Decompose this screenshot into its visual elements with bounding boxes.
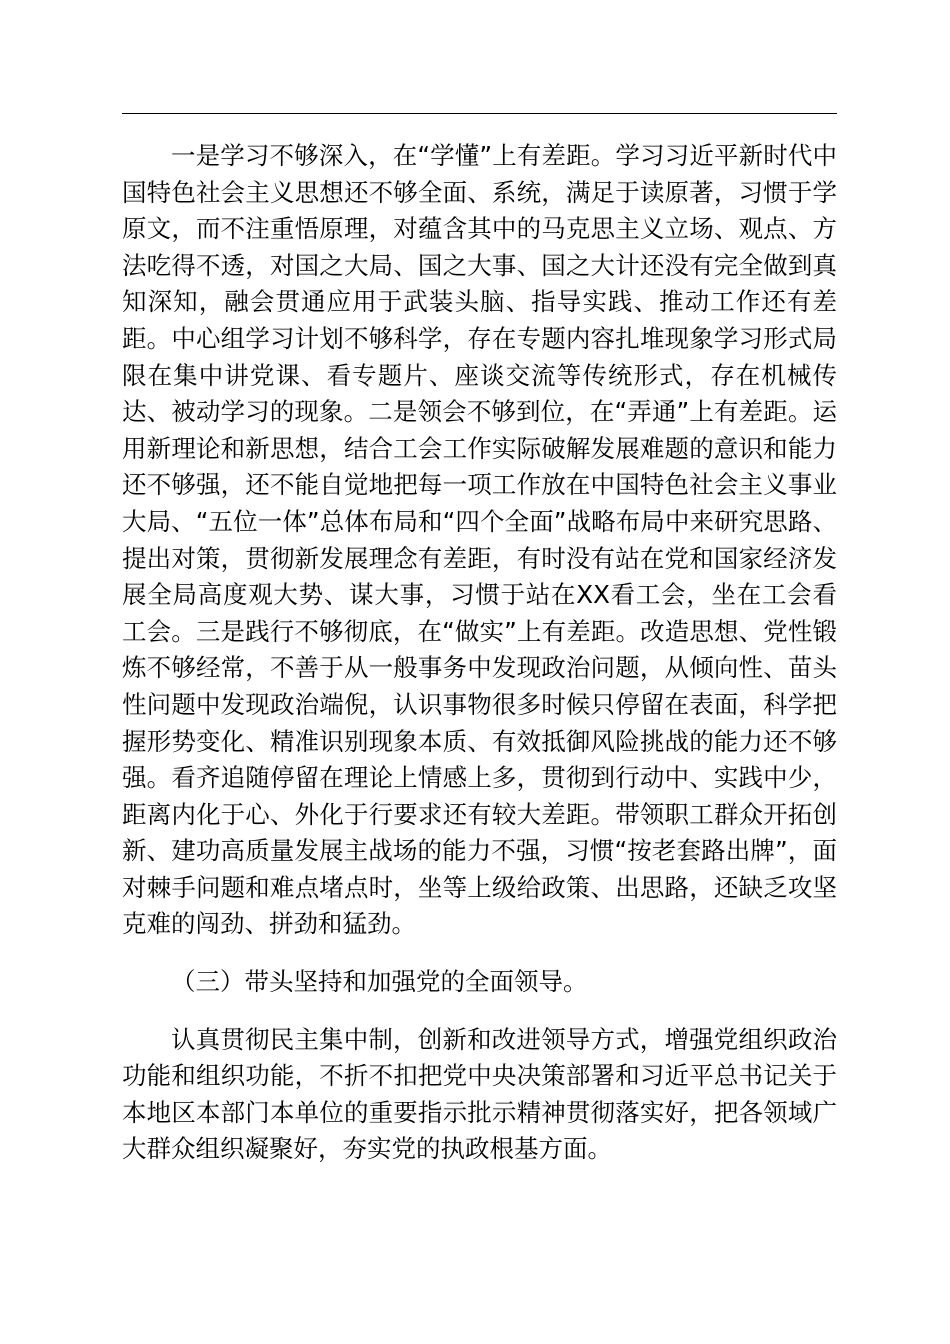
document-body (122, 138, 837, 1168)
body-paragraph: 一是学习不够深入，在“学懂”上有差距。学习习近平新时代中国特色社会主义思想还不够全面、系统，满足于读原著，习惯于学原文，而不注重悟原理，对蕴含其中的马克思主义立场、观点、方法吃得不透，对国之大局、国之大事、国之大计还没有完全做到真知深知，融会贯通应用于武装头脑、指导实践、推动工作还有差距。中心组学习计划不够科学，存在专题内容扎堆现象学习形式局限在集中讲党课、看专题片、座谈交流等传统形式，存在机械传达、被动学习的现象。二是领会不够到位，在“弄通”上有差距。运用新理论和新思想，结合工会工作实际破解发展难题的意识和能力还不够强，还不能自觉地把每一项工作放在中国特色社会主义事业大局、“五位一体”总体布局和“四个全面”战略布局中来研究思路、提出对策，贯彻新发展理念有差距，有时没有站在党和国家经济发展全局高度观大势、谋大事，习惯于站在XX看工会，坐在工会看工会。三是践行不够彻底，在“做实”上有差距。改造思想、党性锻炼不够经常，不善于从一般事务中发现政治问题，从倾向性、苗头性问题中发现政治端倪，认识事物很多时候只停留在表面，科学把握形势变化、精准识别现象本质、有效抵御风险挑战的能力还不够强。看齐追随停留在理论上情感上多，贯彻到行动中、实践中少，距离内化于心、外化于行要求还有较大差距。带领职工群众开拓创新、建功高质量发展主战场的能力不强，习惯“按老套路出牌”，面对棘手问题和难点堵点时，坐等上级给政策、出思路，还缺乏攻坚克难的闯劲、拼劲和猛劲。 (122, 141, 837, 939)
header-rule (122, 113, 837, 114)
section-heading: （三）带头坚持和加强党的全面领导。 (171, 967, 588, 997)
body-paragraph: 认真贯彻民主集中制，创新和改进领导方式，增强党组织政治功能和组织功能，不折不扣把党中央决策部署和习近平总书记关于本地区本部门本单位的重要指示批示精神贯彻落实好，把各领域广大群众组织凝聚好，夯实党的执政根基方面。 (122, 1024, 837, 1164)
